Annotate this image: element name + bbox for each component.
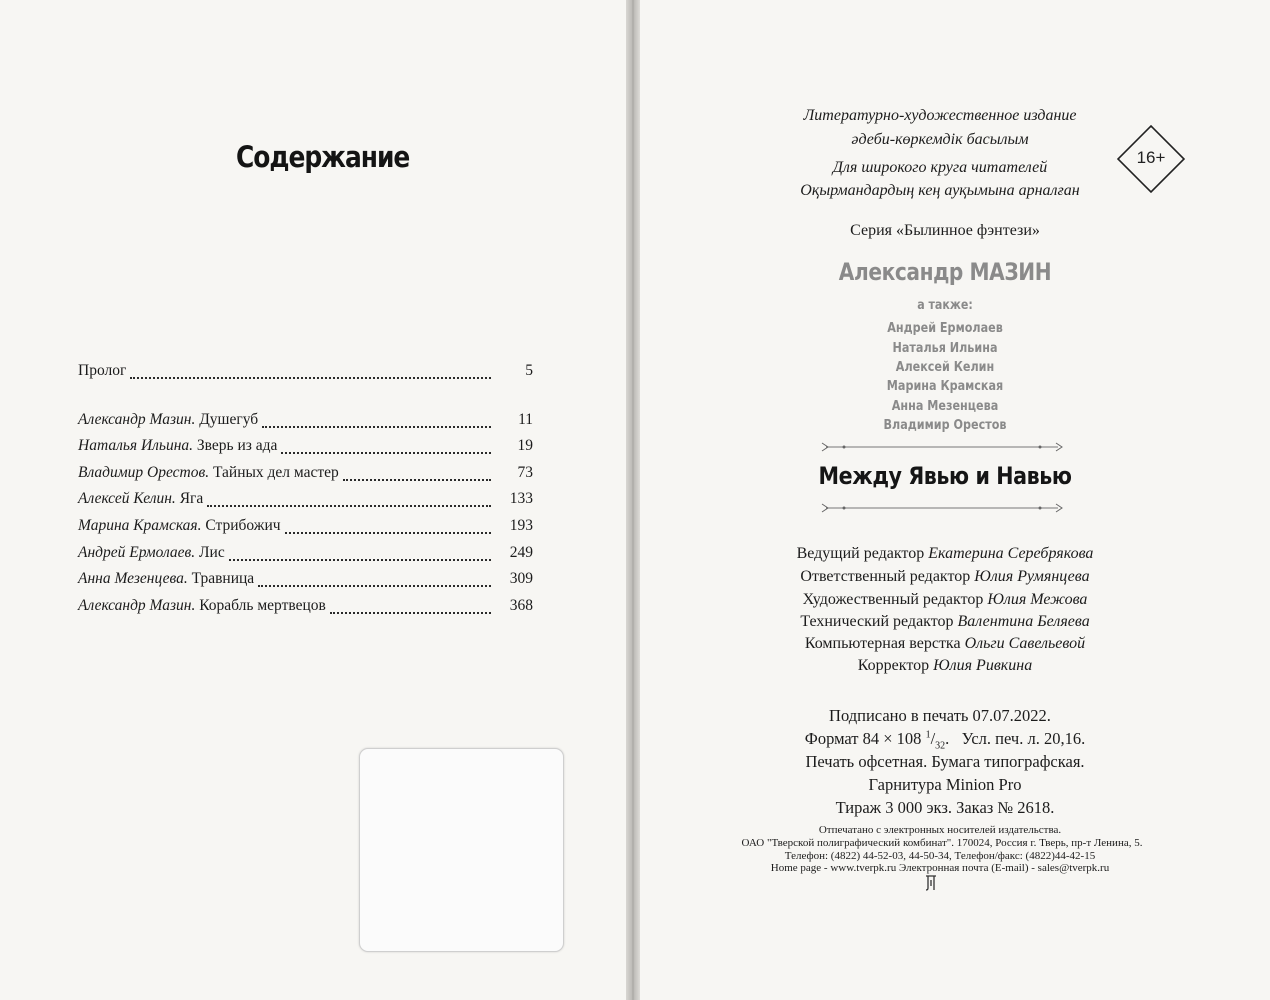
audience-ru: Для широкого круга читателей: [832, 159, 1048, 176]
toc-leader: [258, 585, 491, 587]
toc-title: Корабль мертвецов: [199, 597, 326, 614]
toc-leader: [229, 559, 491, 561]
toc-title: Стрибожич: [205, 517, 281, 534]
credit-name: Юлия Ривкина: [933, 657, 1033, 674]
toc-leader: [330, 612, 491, 614]
format-line: Формат 84 × 108 $^1/_{32}$. Усл. печ. л. 20,16.: [804, 729, 1086, 752]
genre-kz: әдеби-көркемдік басылым: [851, 131, 1029, 148]
toc-entry: [78, 544, 533, 566]
toc-title: Пролог: [78, 362, 127, 379]
typeface: Гарнитура Minion Pro: [868, 775, 1022, 794]
credit-name: Юлия Межова: [987, 591, 1088, 608]
credit-role: Компьютерная верстка: [804, 635, 961, 652]
also-label: а также:: [917, 298, 973, 313]
printer-line: Отпечатано с электронных носителей издательства.: [818, 824, 1062, 836]
toc-author: Владимир Орестов.: [78, 464, 210, 481]
credit-line: [735, 613, 1155, 631]
credit-role: Художественный редактор: [802, 591, 984, 608]
coauthor: Анна Мезенцева: [891, 399, 999, 414]
credit-role: Ведущий редактор: [796, 545, 925, 562]
toc-author: Александр Мазин.: [78, 411, 196, 428]
toc-entry: [78, 490, 533, 512]
coauthor: Алексей Келин: [895, 360, 995, 375]
toc-title: Лис: [199, 544, 225, 561]
toc-page: 133: [509, 490, 533, 507]
blank-sticker: [359, 748, 564, 952]
coauthor: Марина Крамская: [886, 379, 1004, 394]
credit-line: [735, 635, 1155, 653]
toc-entry: [78, 362, 533, 384]
toc-author: Наталья Ильина.: [78, 437, 194, 454]
toc-title: Травница: [191, 570, 255, 587]
toc-author: Анна Мезенцева.: [78, 570, 188, 587]
credit-name: Юлия Румянцева: [974, 568, 1090, 585]
credit-line: [735, 591, 1155, 609]
main-author: Александр МАЗИН: [838, 258, 1052, 286]
toc-author: Андрей Ермолаев.: [78, 544, 196, 561]
toc-leader: [207, 505, 491, 507]
book-title: Между Явью и Навью: [818, 462, 1072, 490]
toc-page: 73: [517, 464, 533, 481]
audience-kz: Оқырмандардың кең ауқымына арналған: [800, 182, 1080, 199]
toc-title: Зверь из ада: [196, 437, 278, 454]
ornament-divider-top: [820, 441, 1064, 453]
credit-line: [735, 545, 1155, 563]
toc-page: 368: [509, 597, 533, 614]
toc-leader: [130, 377, 491, 379]
toc-title: Душегуб: [199, 411, 259, 428]
genre-ru: Литературно-художественное издание: [803, 107, 1077, 124]
printer-line: Home page - www.tverpk.ru Электронная почта (E-mail) - sales@tverpk.ru: [770, 862, 1110, 874]
toc-heading: Содержание: [236, 140, 410, 174]
credit-role: Технический редактор: [800, 613, 954, 630]
credit-role: Корректор: [857, 657, 930, 674]
toc-leader: [343, 479, 491, 481]
credit-line: [735, 657, 1155, 675]
toc-leader: [262, 426, 491, 428]
coauthor: Владимир Орестов: [883, 418, 1007, 433]
toc-author: Алексей Келин.: [78, 490, 176, 507]
format-prefix: Формат 84 × 108: [804, 729, 922, 748]
toc-title: Яга: [179, 490, 204, 507]
toc-author: Александр Мазин.: [78, 597, 196, 614]
toc-page: 11: [518, 411, 533, 428]
toc-entry: [78, 597, 533, 619]
age-rating: 16+: [1136, 148, 1166, 167]
ornament-divider-bottom: [820, 502, 1064, 514]
credit-name: Валентина Беляева: [957, 613, 1090, 630]
toc-page: 5: [525, 362, 533, 379]
book-gutter: [626, 0, 640, 1000]
printer-line: Телефон: (4822) 44-52-03, 44-50-34, Телефон/факс: (4822)44-42-15: [784, 850, 1096, 862]
toc-leader: [281, 452, 491, 454]
format-den: 32: [935, 740, 946, 752]
credit-name: Ольги Савельевой: [964, 635, 1086, 652]
toc-entry: [78, 437, 533, 459]
toc-leader: [285, 532, 491, 534]
print-run: Тираж 3 000 экз. Заказ № 2618.: [835, 798, 1055, 817]
credit-line: [735, 568, 1155, 586]
printer-line: ОАО "Тверской полиграфический комбинат". 170024, Россия г. Тверь, пр-т Ленина, 5.: [741, 837, 1143, 849]
toc-author: Марина Крамская.: [78, 517, 202, 534]
printer-logo-icon: [924, 874, 938, 892]
coauthor: Наталья Ильина: [892, 341, 998, 356]
toc-page: 249: [509, 544, 533, 561]
print-type: Печать офсетная. Бумага типографская.: [805, 752, 1085, 771]
credit-role: Ответственный редактор: [800, 568, 971, 585]
format-suffix: Усл. печ. л. 20,16.: [961, 729, 1086, 748]
toc-page: 193: [509, 517, 533, 534]
toc-page: 309: [509, 570, 533, 587]
toc-page: 19: [517, 437, 533, 454]
toc-title: Тайных дел мастер: [212, 464, 339, 481]
series-name: Серия «Былинное фэнтези»: [850, 222, 1040, 239]
coauthor: Андрей Ермолаев: [887, 321, 1003, 336]
toc-entry: [78, 464, 533, 486]
toc-entry: [78, 517, 533, 539]
toc-entry: [78, 570, 533, 592]
toc-entry: [78, 411, 533, 433]
credit-name: Екатерина Серебрякова: [928, 545, 1094, 562]
signed-to-print: Подписано в печать 07.07.2022.: [829, 706, 1051, 725]
format-num: 1: [925, 729, 931, 741]
